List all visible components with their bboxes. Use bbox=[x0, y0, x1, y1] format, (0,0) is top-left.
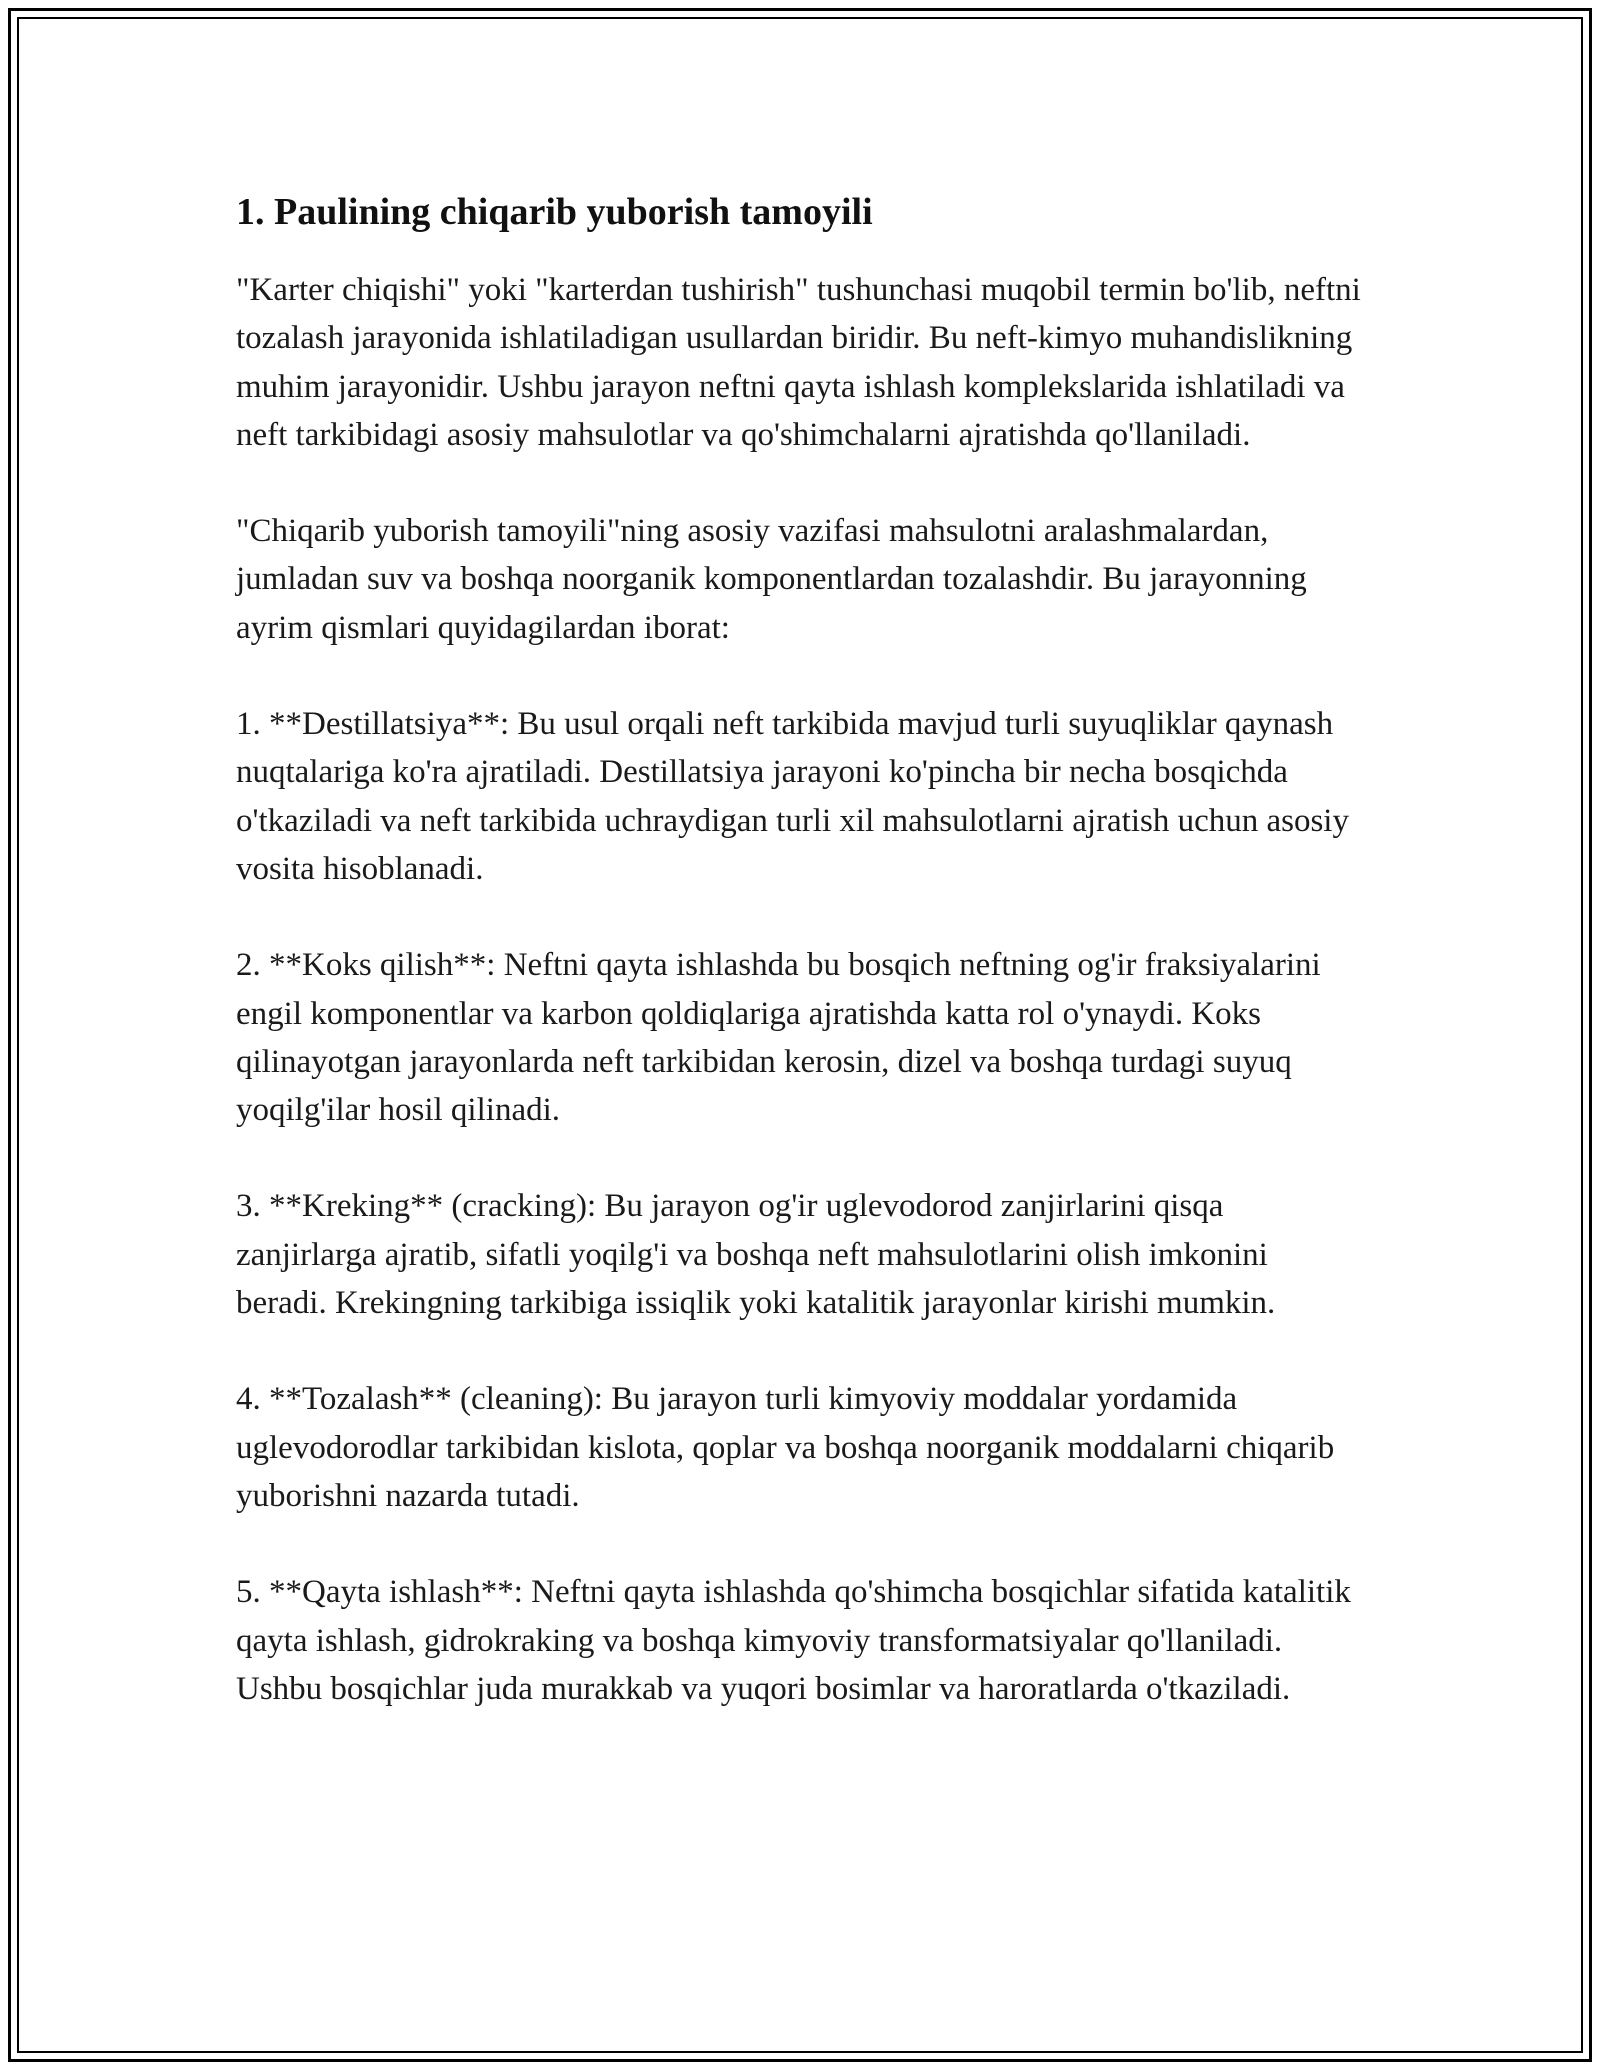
paragraph-intro: "Karter chiqishi" yoki "karterdan tushirish" tushunchasi muqobil termin bo'lib, neftni tozalash jarayonida ishlatiladigan usullardan biridir. Bu neft-kimyo muhandislikning muhim jarayonidir. Ushbu jarayon neftni qayta ishlash komplekslarida ishlatiladi va neft tarkibidagi asosiy mahsulotlar va qo'shimchalarni ajratishda qo'llaniladi. bbox=[236, 272, 1361, 453]
document-body bbox=[236, 188, 1366, 1761]
document-title: 1. Paulining chiqarib yuborish tamoyili bbox=[236, 191, 873, 233]
list-item-kreking: 3. **Kreking** (cracking): Bu jarayon og'ir uglevodorod zanjirlarini qisqa zanjirlarga ajratib, sifatli yoqilg'i va boshqa neft mahsulotlarini olish imkonini beradi. Krekingning tarkibiga issiqlik yoki katalitik jarayonlar kirishi mumkin. bbox=[236, 1188, 1276, 1322]
list-item-tozalash: 4. **Tozalash** (cleaning): Bu jarayon turli kimyoviy moddalar yordamida uglevodorodlar tarkibidan kislota, qoplar va boshqa noorganik moddalarni chiqarib yuborishni nazarda tutadi. bbox=[236, 1381, 1335, 1514]
paragraph-purpose: "Chiqarib yuborish tamoyili"ning asosiy vazifasi mahsulotni aralashmalardan, jumladan suv va boshqa noorganik komponentlardan tozalashdir. Bu jarayonning ayrim qismlari quyidagilardan iborat: bbox=[236, 513, 1307, 646]
list-item-destillatsiya: 1. **Destillatsiya**: Bu usul orqali neft tarkibida mavjud turli suyuqliklar qaynash nuqtalariga ko'ra ajratiladi. Destillatsiya jarayoni ko'pincha bir necha bosqichda o'tkaziladi va neft tarkibida uchraydigan turli xil mahsulotlarni ajratish uchun asosiy vosita hisoblanadi. bbox=[236, 706, 1349, 887]
list-item-qayta-ishlash: 5. **Qayta ishlash**: Neftni qayta ishlashda qo'shimcha bosqichlar sifatida katalitik qayta ishlash, gidrokraking va boshqa kimyoviy transformatsiyalar qo'llaniladi. Ushbu bosqichlar juda murakkab va yuqori bosimlar va haroratlarda o'tkaziladi. bbox=[236, 1574, 1351, 1707]
list-item-koks-qilish: 2. **Koks qilish**: Neftni qayta ishlashda bu bosqich neftning og'ir fraksiyalarini engil komponentlar va karbon qoldiqlariga ajratishda katta rol o'ynaydi. Koks qilinayotgan jarayonlarda neft tarkibidan kerosin, dizel va boshqa turdagi suyuq yoqilg'ilar hosil qilinadi. bbox=[236, 947, 1321, 1129]
